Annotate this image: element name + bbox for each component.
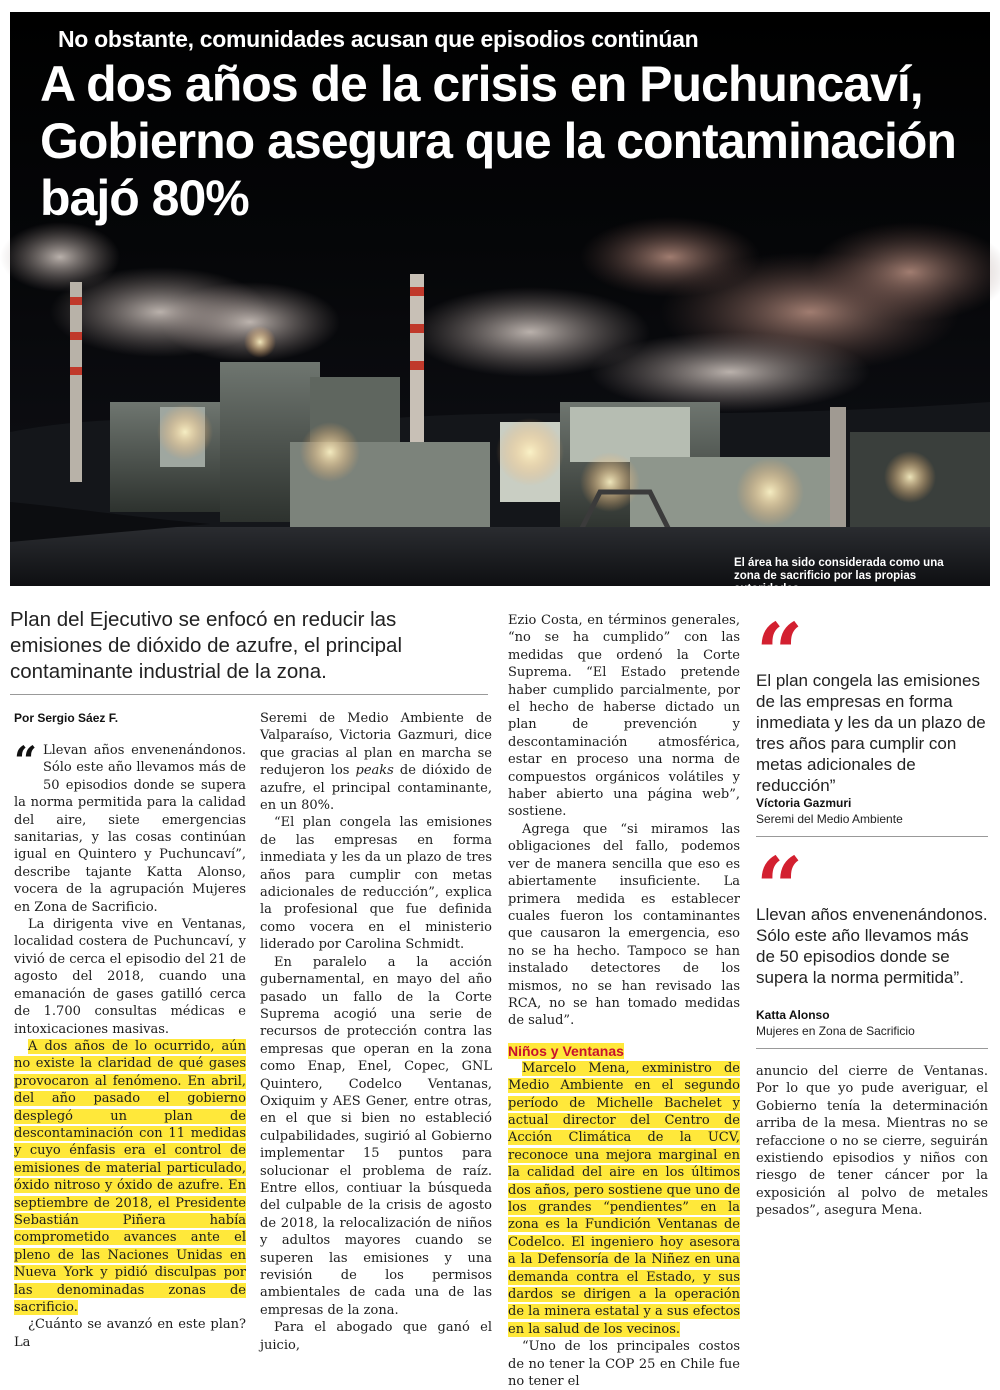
byline: Por Sergio Sáez F.	[14, 711, 119, 725]
plant-light	[300, 422, 360, 482]
paragraph: La dirigenta vive en Ventanas, localidad costera de Puchuncaví, y vivió de cerca el episodio del 21 de agosto del 2018, cuando una emanación de gases gatilló cerca de 1.700 consultas médicas e intoxicaciones masivas.	[14, 917, 246, 1037]
highlighted-text: A dos años de lo ocurrido, aún no existe la claridad de qué gases provocaron al fenómeno. En abril, del año pasado el gobierno desplegó un plan de descontaminación con 11 medidas y cuyo énfasis era el control de emisiones de material particulado, óxido nitroso y óxido de azufre. En septiembre de 2018, el Presidente Sebastián Piñera había comprometido avances ante el pleno de las Naciones Unidas en Nueva York y pidió disculpas por las denominadas zonas de sacrificio.	[14, 1038, 246, 1315]
plant-light	[736, 458, 804, 526]
pull-quote-role: Seremi del Medio Ambiente	[756, 812, 903, 826]
divider	[756, 1048, 988, 1049]
paragraph: “El plan congela las emisiones de las empresas en forma inmediata y les da un plazo de tres años para cumplir con metas adicionales de reducción”, explica la profesional que fue definida como vocera en el ministerio liderado por Carolina Schmidt.	[260, 815, 492, 953]
chimney-band	[410, 287, 424, 296]
highlighted-text: Marcelo Mena, exministro de Medio Ambiente en el segundo período de Michelle Bachelet y actual director del Centro de Acción Climática de la UCV, reconoce una mejora marginal en la calidad del aire en los últimos dos años, pero sostiene que uno de los grandes “pendientes” en la zona es la Fundición Ventanas de Codelco. El ingeniero hoy asesora a la Defensoría de la Niñez en una demanda contra el Estado, y sus dardos se dirigen a la operación de la minera estatal y a sus efectos en la salud de los vecinos.	[508, 1060, 740, 1337]
paragraph: Llevan años envenenándonos. Sólo este año llevamos más de 50 episodios donde se supera la norma permitida para la calidad del aire, siete emergencias sanitarias, y las cosas continúan igual en Quintero y Puchuncaví”, describe tajante Katta Alonso, vocera de la agrupación Mujeres en Zona de Sacrificio.	[14, 743, 246, 915]
chimney	[830, 407, 846, 537]
article-column-1	[14, 738, 246, 1351]
divider	[10, 694, 488, 695]
paragraph: Para el abogado que ganó el juicio,	[260, 1320, 492, 1353]
chimney-band	[410, 324, 424, 333]
smoke-plume	[590, 332, 870, 412]
plant-light	[496, 418, 564, 486]
chimney-band	[70, 297, 82, 305]
smoke-plume	[0, 222, 120, 292]
paragraph: Agrega que “si miramos las obligaciones del fallo, podemos ver de manera sencilla que eso es abiertamente insuficiente. La primera medida es establecer cuales fueron los contaminantes que causaron la emergencia, eso no se ha hecho. Tampoco se han instalado detectores de los mismos, no se han revisado las RCA, no se han tomado medidas de salud”.	[508, 821, 740, 1029]
plant-building	[570, 407, 690, 462]
pull-quote-author: Katta Alonso	[756, 1008, 830, 1022]
article-column-3	[508, 612, 740, 1390]
opening-quote-mark: “	[14, 738, 38, 785]
plant-light	[244, 326, 276, 358]
paragraph	[508, 1060, 740, 1339]
pull-quote-author: Víctoria Gazmuri	[756, 796, 852, 810]
paragraph: Seremi de Medio Ambiente de Valparaíso, Victoria Gazmuri, dice que gracias al plan en marcha se redujeron los peaks de dióxido de azufre, el principal contaminante, en un 80%.	[260, 711, 492, 814]
chimney	[70, 282, 82, 482]
plant-light	[884, 451, 936, 503]
quote-mark-icon: “	[756, 606, 798, 702]
paragraph: “Uno de los principales costos de no tener la COP 25 en Chile fue no tener el	[508, 1339, 740, 1390]
paragraph: ¿Cuánto se avanzó en este plan? La	[14, 1317, 246, 1350]
chimney-band	[70, 332, 82, 340]
divider	[756, 836, 988, 837]
quote-mark-icon: “	[756, 840, 798, 936]
plant-light	[580, 452, 640, 512]
hero-photo	[10, 12, 990, 595]
pull-quote-role: Mujeres en Zona de Sacrificio	[756, 1024, 915, 1038]
pull-quote: Llevan años envenenándonos. Sólo este año llevamos más de 50 episodios donde se supera la norma permitida”.	[756, 905, 988, 987]
plant-light	[157, 404, 213, 460]
chimney-band	[70, 367, 82, 375]
paragraph: Ezio Costa, en términos generales, “no se ha cumplido” con las medidas que ordenó la Corte Suprema. “El Estado pretende haber cumplido parcialmente, por el hecho de haberse dictado un plan de prevención y descontaminación atmosférica, estar en proceso una norma de compuestos orgánicos volátiles y haber abierto una página web”, sostiene.	[508, 613, 740, 820]
chimney-band	[410, 361, 424, 370]
kicker: No obstante, comunidades acusan que episodios continúan	[58, 26, 699, 52]
photo-caption: El área ha sido considerada como una zona de sacrificio por las propias autoridades.	[734, 557, 944, 595]
lead-paragraph: Plan del Ejecutivo se enfocó en reducir las emisiones de dióxido de azufre, el principal contaminante industrial de la zona.	[10, 608, 403, 683]
paragraph: anuncio del cierre de Ventanas. Por lo que yo pude averiguar, el Gobierno tenía la determinación arriba de la mesa. Mientras no se refaccione o no se cierre, seguirán existiendo episodios y niños con riesgo de tener cáncer por la exposición al polvo de metales pesados”, asegura Mena.	[756, 1064, 988, 1219]
article-column-2	[260, 710, 492, 1354]
headline: A dos años de la crisis en Puchuncaví, Gobierno asegura que la contaminación bajó 80%	[40, 56, 956, 226]
pull-quote: El plan congela las emisiones de las empresas en forma inmediata y les da un plazo de tres años para cumplir con metas adicionales de reducción”	[756, 671, 986, 795]
article-column-4	[756, 1063, 988, 1220]
paragraph	[14, 1038, 246, 1317]
section-subhead: Niños y Ventanas	[508, 1042, 624, 1059]
italic-term: peaks	[355, 763, 394, 779]
paragraph: En paralelo a la acción gubernamental, en mayo del año pasado un fallo de la Corte Suprema acogió una serie de recursos de protección contra las empresas que operan en la zona como Enap, Enel, Copec, GNL Quintero, Codelco Ventanas, Oxiquim y AES Gener, entre otras, en el que si bien no estableció culpabilidades, sugirió al Gobierno implementar 15 puntos para solucionar el problema de raíz. Entre ellos, contiuar la búsqueda del culpable de la crisis de agosto de 2018, la relocalización de niños y adultos mayores cuando se superen las emisiones y una revisión de los permisos ambientales de cada una de las empresas de la zona.	[260, 954, 492, 1318]
